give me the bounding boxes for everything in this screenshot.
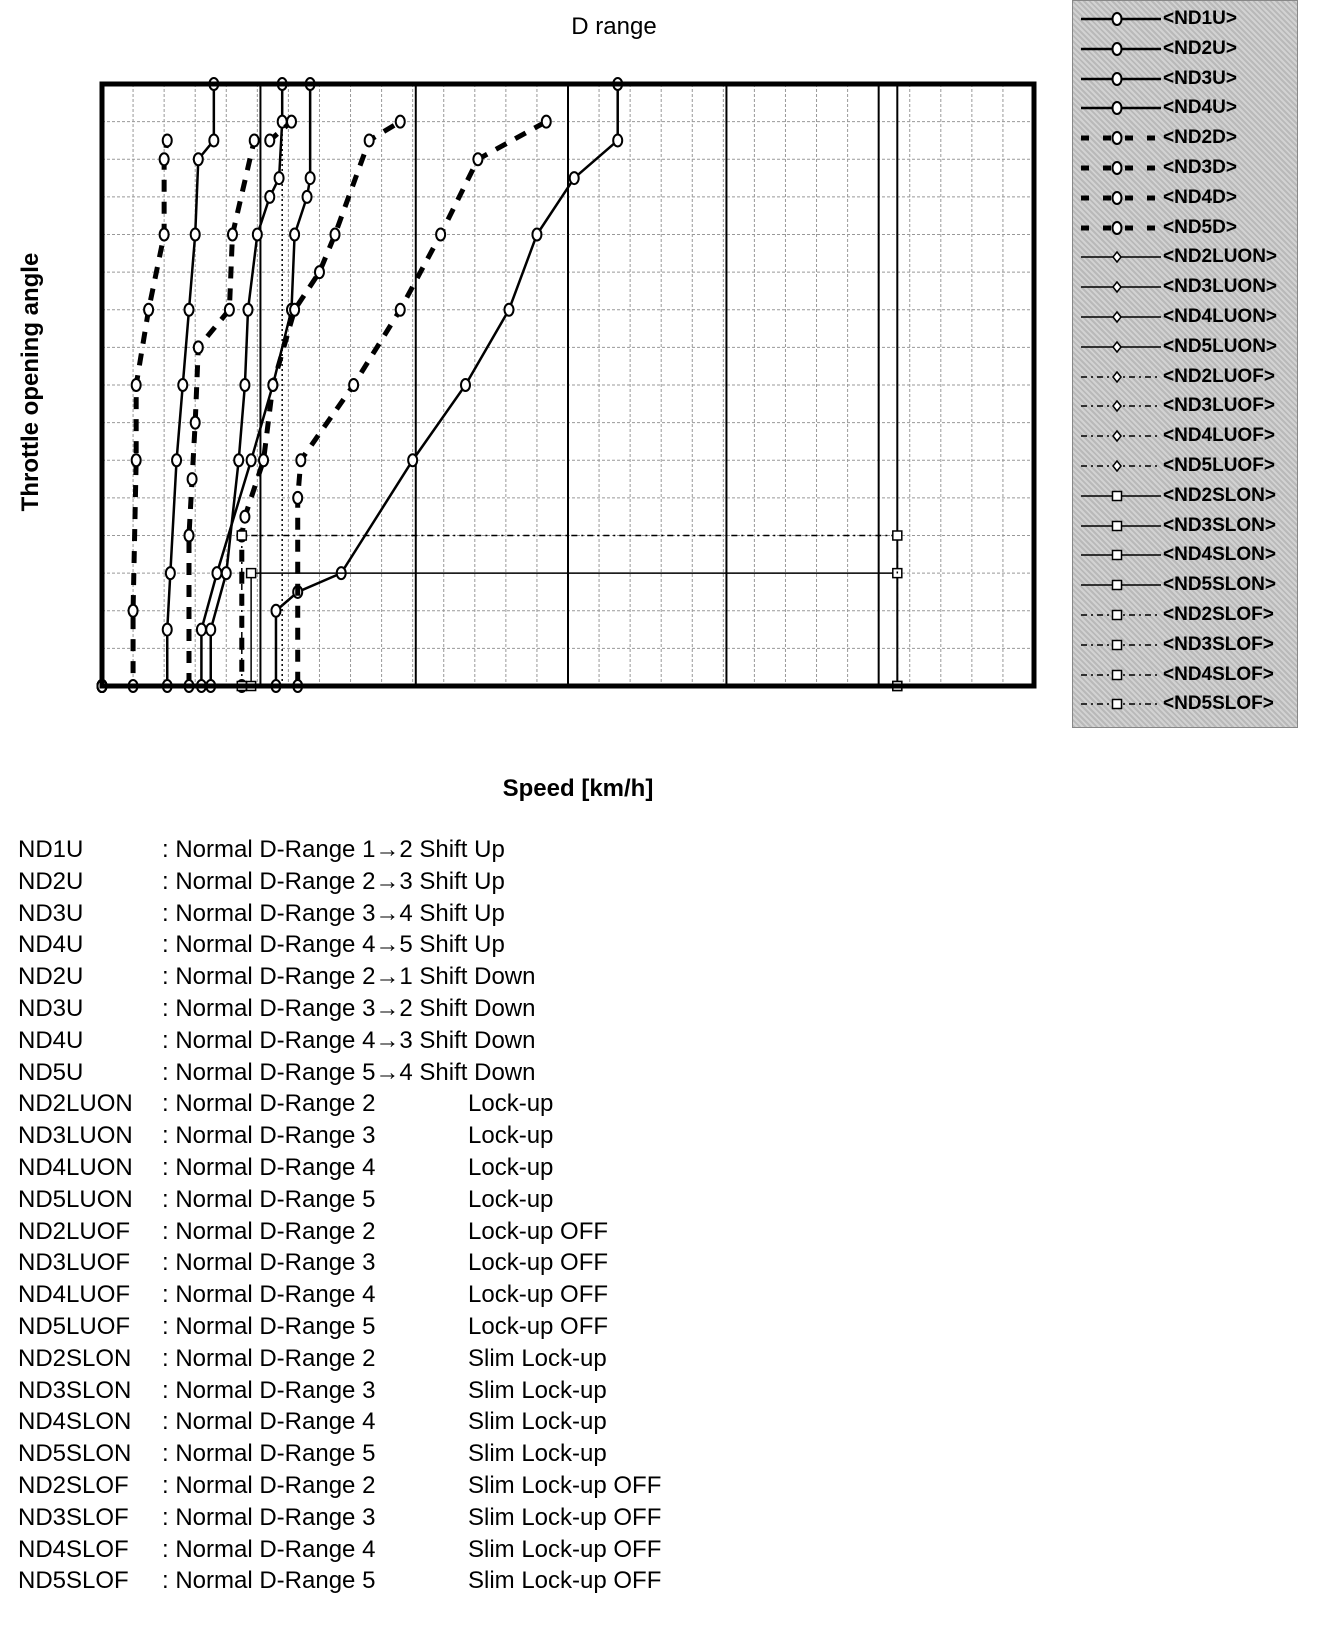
legend-item bbox=[1073, 65, 1299, 95]
data-point bbox=[228, 229, 237, 241]
x-axis-label: Speed [km/h] bbox=[502, 775, 654, 802]
data-point bbox=[259, 454, 268, 466]
legend-item bbox=[1073, 94, 1299, 124]
legend-swatch bbox=[1081, 545, 1161, 565]
data-point bbox=[144, 304, 153, 316]
data-point bbox=[315, 266, 324, 278]
shift-schedule-chart bbox=[0, 0, 1070, 810]
data-point bbox=[191, 229, 200, 241]
data-point bbox=[570, 172, 579, 184]
data-point bbox=[240, 511, 249, 523]
legend-item bbox=[1073, 631, 1299, 661]
definition-description: : Normal D-Range 2 bbox=[162, 1217, 376, 1245]
data-point bbox=[247, 454, 256, 466]
legend-label: <ND4U> bbox=[1163, 97, 1237, 119]
data-point bbox=[1113, 282, 1121, 292]
data-point bbox=[188, 473, 197, 485]
data-point bbox=[1113, 700, 1122, 709]
definition-code: ND2LUON bbox=[18, 1090, 133, 1118]
definition-description: : Normal D-Range 5→4 Shift Down bbox=[162, 1058, 536, 1086]
series-line bbox=[251, 573, 897, 686]
definition-code: ND2SLON bbox=[18, 1344, 132, 1372]
y-axis-label: Throttle opening angle bbox=[17, 252, 44, 512]
data-point bbox=[240, 379, 249, 391]
data-point bbox=[1113, 312, 1121, 322]
data-point bbox=[331, 229, 340, 241]
legend-label: <ND4LUOF> bbox=[1163, 425, 1275, 447]
data-point bbox=[271, 605, 280, 617]
definition-description: : Normal D-Range 5 bbox=[162, 1567, 376, 1595]
legend-label: <ND3SLOF> bbox=[1163, 633, 1274, 655]
definition-mode: Lock-up OFF bbox=[468, 1217, 609, 1245]
legend-item bbox=[1073, 5, 1299, 35]
definition-description: : Normal D-Range 3→4 Shift Up bbox=[162, 899, 505, 927]
data-point bbox=[268, 379, 277, 391]
legend-swatch bbox=[1081, 396, 1161, 416]
legend-item bbox=[1073, 571, 1299, 601]
data-point bbox=[225, 304, 234, 316]
data-point bbox=[303, 191, 312, 203]
legend-item bbox=[1073, 214, 1299, 244]
definition-description: : Normal D-Range 4 bbox=[162, 1408, 376, 1436]
definition-code: ND5LUOF bbox=[18, 1313, 131, 1340]
legend-label: <ND5SLON> bbox=[1163, 574, 1276, 596]
definition-description: : Normal D-Range 4→3 Shift Down bbox=[162, 1026, 536, 1054]
legend-label: <ND3U> bbox=[1163, 67, 1237, 89]
series-nd2d bbox=[98, 134, 172, 692]
data-point bbox=[209, 134, 218, 146]
legend-swatch bbox=[1081, 39, 1161, 59]
data-point bbox=[172, 454, 181, 466]
data-point bbox=[1113, 372, 1121, 382]
definition-code: ND2U bbox=[18, 867, 84, 895]
definition-mode: Slim Lock-up bbox=[468, 1376, 607, 1404]
legend-item bbox=[1073, 482, 1299, 512]
definition-code: ND4SLOF bbox=[18, 1535, 129, 1563]
series-nd2slon bbox=[247, 569, 902, 691]
definition-description: : Normal D-Range 2→1 Shift Down bbox=[162, 963, 536, 991]
data-point bbox=[194, 341, 203, 353]
legend-label: <ND5LUOF> bbox=[1163, 455, 1275, 476]
legend-label: <ND2D> bbox=[1163, 127, 1237, 149]
data-point bbox=[1113, 401, 1121, 411]
legend-label: <ND4LUON> bbox=[1163, 306, 1278, 327]
data-point bbox=[542, 116, 551, 128]
definition-code: ND3U bbox=[18, 899, 84, 927]
legend-swatch bbox=[1081, 426, 1161, 446]
data-point bbox=[163, 624, 172, 636]
data-point bbox=[184, 304, 193, 316]
legend-item bbox=[1073, 422, 1299, 452]
definition-code: ND5SLOF bbox=[18, 1567, 129, 1595]
definition-code: ND4LUOF bbox=[18, 1281, 131, 1309]
data-point bbox=[1113, 13, 1122, 25]
legend-swatch bbox=[1081, 307, 1161, 327]
data-point bbox=[178, 379, 187, 391]
legend-label: <ND4SLON> bbox=[1163, 544, 1276, 566]
definition-description: : Normal D-Range 5 bbox=[162, 1185, 376, 1213]
definition-description: : Normal D-Range 2 bbox=[162, 1090, 376, 1118]
data-point bbox=[290, 229, 299, 241]
data-point bbox=[473, 153, 482, 165]
data-point bbox=[306, 172, 315, 184]
definition-code: ND4U bbox=[18, 1026, 84, 1054]
data-point bbox=[396, 304, 405, 316]
data-point bbox=[163, 134, 172, 146]
definition-code: ND2U bbox=[18, 963, 84, 991]
legend-label: <ND3LUOF> bbox=[1163, 395, 1275, 417]
data-point bbox=[1113, 73, 1122, 85]
definition-description: : Normal D-Range 5 bbox=[162, 1440, 376, 1468]
definition-mode: Slim Lock-up bbox=[468, 1408, 607, 1436]
data-point bbox=[132, 379, 141, 391]
legend-swatch bbox=[1081, 694, 1161, 714]
legend-swatch bbox=[1081, 605, 1161, 625]
definition-mode: Slim Lock-up bbox=[468, 1440, 607, 1468]
definition-mode: Slim Lock-up OFF bbox=[468, 1472, 662, 1499]
definition-description: : Normal D-Range 2→3 Shift Up bbox=[162, 867, 505, 895]
definition-description: : Normal D-Range 4 bbox=[162, 1281, 376, 1309]
definition-code: ND5U bbox=[18, 1058, 84, 1086]
data-point bbox=[290, 304, 299, 316]
legend-item bbox=[1073, 601, 1299, 631]
legend-swatch bbox=[1081, 456, 1161, 476]
legend-swatch bbox=[1081, 69, 1161, 89]
data-point bbox=[1113, 252, 1121, 262]
legend-item bbox=[1073, 333, 1299, 363]
definition-code: ND3SLON bbox=[18, 1376, 132, 1404]
legend-swatch bbox=[1081, 516, 1161, 536]
legend-item bbox=[1073, 661, 1299, 691]
definition-description: : Normal D-Range 3 bbox=[162, 1249, 376, 1277]
data-point bbox=[461, 379, 470, 391]
definition-code: ND1U bbox=[18, 836, 84, 863]
data-point bbox=[293, 492, 302, 504]
definition-mode: Lock-up bbox=[468, 1185, 554, 1213]
definition-description: : Normal D-Range 4 bbox=[162, 1154, 376, 1181]
data-point bbox=[194, 153, 203, 165]
data-point bbox=[1113, 611, 1122, 620]
legend-item bbox=[1073, 452, 1299, 482]
legend-item bbox=[1073, 512, 1299, 542]
legend-swatch bbox=[1081, 9, 1161, 29]
data-point bbox=[365, 134, 374, 146]
data-point bbox=[275, 172, 284, 184]
data-point bbox=[893, 531, 902, 540]
data-point bbox=[132, 454, 141, 466]
definition-mode: Lock-up OFF bbox=[468, 1313, 609, 1340]
definition-code: ND5SLON bbox=[18, 1440, 132, 1468]
definition-code: ND3SLOF bbox=[18, 1503, 129, 1531]
data-point bbox=[184, 530, 193, 542]
definition-description: : Normal D-Range 4 bbox=[162, 1535, 376, 1563]
legend-item bbox=[1073, 363, 1299, 393]
legend-swatch bbox=[1081, 188, 1161, 208]
definition-description: : Normal D-Range 2 bbox=[162, 1344, 376, 1372]
definition-description: : Normal D-Range 3 bbox=[162, 1122, 376, 1150]
legend-label: <ND2LUOF> bbox=[1163, 365, 1275, 387]
definition-description: : Normal D-Range 4→5 Shift Up bbox=[162, 931, 505, 959]
definition-mode: Lock-up bbox=[468, 1122, 554, 1150]
legend-swatch bbox=[1081, 218, 1161, 238]
data-point bbox=[166, 567, 175, 579]
legend-swatch bbox=[1081, 635, 1161, 655]
legend-item bbox=[1073, 35, 1299, 65]
data-point bbox=[160, 229, 169, 241]
data-point bbox=[1113, 342, 1121, 352]
legend-item bbox=[1073, 184, 1299, 214]
data-point bbox=[287, 116, 296, 128]
definition-code: ND3LUON bbox=[18, 1122, 133, 1150]
data-point bbox=[234, 454, 243, 466]
legend-item bbox=[1073, 124, 1299, 154]
data-point bbox=[532, 229, 541, 241]
definition-mode: Slim Lock-up OFF bbox=[468, 1503, 662, 1531]
legend-label: <ND2LUON> bbox=[1163, 246, 1278, 268]
data-point bbox=[253, 229, 262, 241]
legend-item bbox=[1073, 541, 1299, 571]
definition-code: ND2SLOF bbox=[18, 1472, 129, 1499]
legend-item bbox=[1073, 243, 1299, 273]
data-point bbox=[244, 304, 253, 316]
legend-swatch bbox=[1081, 367, 1161, 387]
data-point bbox=[212, 567, 221, 579]
data-point bbox=[396, 116, 405, 128]
legend-swatch bbox=[1081, 247, 1161, 267]
data-point bbox=[1113, 640, 1122, 649]
definition-code: ND5LUON bbox=[18, 1185, 133, 1213]
data-point bbox=[1113, 461, 1121, 471]
legend-label: <ND5LUON> bbox=[1163, 335, 1278, 357]
definition-code: ND4SLON bbox=[18, 1408, 132, 1436]
definition-description: : Normal D-Range 5 bbox=[162, 1313, 376, 1340]
legend-label: <ND1U> bbox=[1163, 8, 1237, 29]
definition-description: : Normal D-Range 2 bbox=[162, 1472, 376, 1499]
legend-swatch bbox=[1081, 98, 1161, 118]
definition-description: : Normal D-Range 3 bbox=[162, 1376, 376, 1404]
data-point bbox=[1113, 521, 1122, 530]
data-point bbox=[1113, 670, 1122, 679]
data-point bbox=[222, 567, 231, 579]
definition-code: ND4LUON bbox=[18, 1154, 133, 1181]
data-point bbox=[296, 454, 305, 466]
legend-item bbox=[1073, 303, 1299, 333]
data-point bbox=[613, 134, 622, 146]
legend-swatch bbox=[1081, 486, 1161, 506]
legend-swatch bbox=[1081, 277, 1161, 297]
data-point bbox=[1113, 162, 1122, 174]
data-point bbox=[349, 379, 358, 391]
definition-mode: Slim Lock-up OFF bbox=[468, 1535, 662, 1563]
data-point bbox=[1113, 102, 1122, 114]
legend-label: <ND3LUON> bbox=[1163, 276, 1278, 298]
legend-label: <ND5SLOF> bbox=[1163, 693, 1274, 715]
definition-code: ND3U bbox=[18, 995, 84, 1022]
legend-swatch bbox=[1081, 158, 1161, 178]
definition-code: ND4U bbox=[18, 931, 84, 959]
data-point bbox=[191, 417, 200, 429]
definition-description: : Normal D-Range 3 bbox=[162, 1503, 376, 1531]
definition-mode: Lock-up OFF bbox=[468, 1249, 609, 1277]
legend-item bbox=[1073, 273, 1299, 303]
data-point bbox=[1113, 431, 1121, 441]
data-point bbox=[1113, 581, 1122, 590]
data-point bbox=[1113, 132, 1122, 144]
data-point bbox=[436, 229, 445, 241]
data-point bbox=[129, 605, 138, 617]
definition-description: : Normal D-Range 1→2 Shift Up bbox=[162, 836, 505, 863]
data-point bbox=[265, 134, 274, 146]
definition-mode: Lock-up OFF bbox=[468, 1281, 609, 1309]
data-point bbox=[160, 153, 169, 165]
legend-swatch bbox=[1081, 128, 1161, 148]
definition-code: ND2LUOF bbox=[18, 1217, 131, 1245]
legend-label: <ND4SLOF> bbox=[1163, 663, 1274, 685]
legend-label: <ND5D> bbox=[1163, 216, 1237, 238]
legend-item bbox=[1073, 392, 1299, 422]
data-point bbox=[247, 569, 256, 578]
legend-label: <ND4D> bbox=[1163, 186, 1237, 208]
definition-description: : Normal D-Range 3→2 Shift Down bbox=[162, 995, 536, 1022]
definition-code: ND3LUOF bbox=[18, 1249, 131, 1277]
legend-label: <ND2SLOF> bbox=[1163, 604, 1274, 625]
legend-item bbox=[1073, 154, 1299, 184]
legend-swatch bbox=[1081, 665, 1161, 685]
data-point bbox=[250, 134, 259, 146]
legend-label: <ND2SLON> bbox=[1163, 484, 1276, 506]
data-point bbox=[1113, 222, 1122, 234]
data-point bbox=[504, 304, 513, 316]
data-point bbox=[206, 624, 215, 636]
data-point bbox=[1113, 551, 1122, 560]
legend-label: <ND3SLON> bbox=[1163, 514, 1276, 536]
data-point bbox=[1113, 192, 1122, 204]
data-point bbox=[1113, 491, 1122, 500]
definition-mode: Slim Lock-up bbox=[468, 1344, 607, 1372]
definition-mode: Lock-up bbox=[468, 1090, 554, 1118]
chart-title: D range bbox=[571, 13, 657, 40]
definition-mode: Lock-up bbox=[468, 1154, 554, 1181]
data-point bbox=[237, 531, 246, 540]
legend bbox=[1072, 0, 1298, 728]
legend-label: <ND3D> bbox=[1163, 157, 1237, 178]
legend-item bbox=[1073, 690, 1299, 720]
data-point bbox=[197, 624, 206, 636]
legend-label: <ND2U> bbox=[1163, 37, 1237, 59]
data-point bbox=[408, 454, 417, 466]
legend-swatch bbox=[1081, 575, 1161, 595]
data-point bbox=[1113, 43, 1122, 55]
data-point bbox=[265, 191, 274, 203]
legend-swatch bbox=[1081, 337, 1161, 357]
definition-mode: Slim Lock-up OFF bbox=[468, 1567, 662, 1595]
